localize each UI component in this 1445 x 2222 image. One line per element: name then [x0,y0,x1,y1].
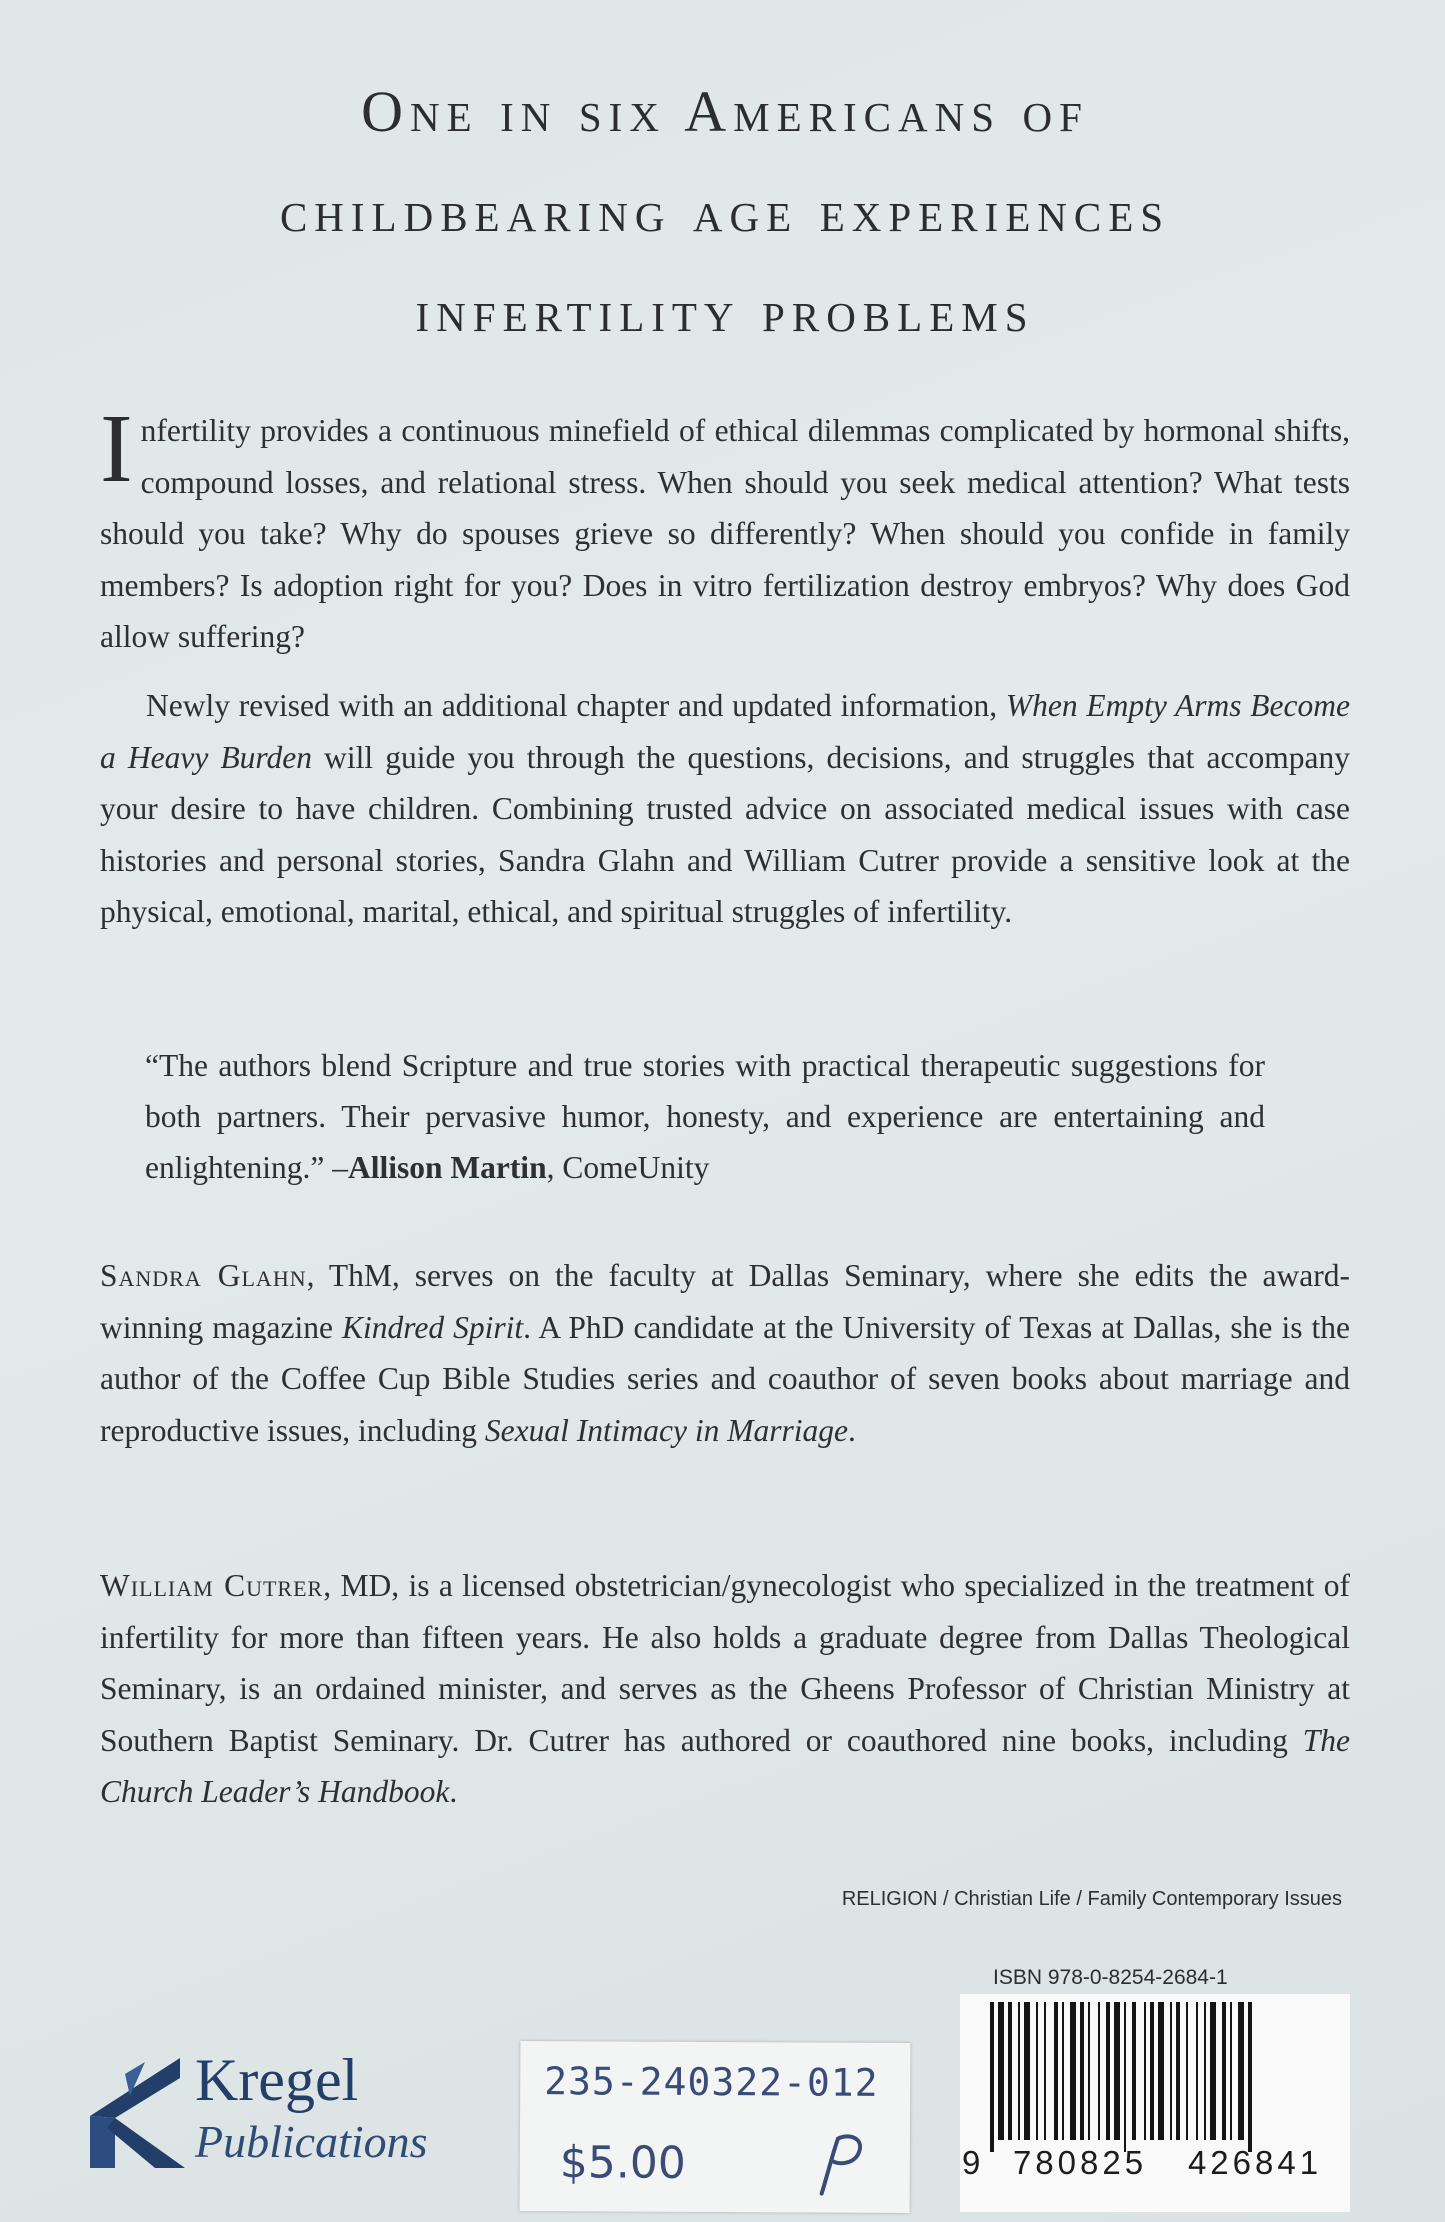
sticker-code: 235-240322-012 [544,2059,879,2105]
barcode-bar [1008,2002,1012,2140]
bio-glahn-text-1: , ThM, serves on the faculty at Dallas Seminary, where she edits the award-winning magazine [100,1258,1350,1345]
author-bio-cutrer [100,1560,1350,1818]
description-after: will guide you through the questions, decisions, and struggles that accompany your desire to have children. Combining trusted advice on associated medical issues with case histories and personal stories, Sandra Glahn and William Cutrer provide a sensitive look at the physical, emotional, marital, ethical, and spiritual struggles of infertility. [100,739,1350,929]
author-name-glahn: Sandra Glahn [100,1258,307,1293]
barcode-bar [1088,2002,1090,2140]
barcode-bar [1054,2002,1058,2140]
headline-line-1: One in six Americans of [361,79,1089,144]
barcode-bar [1132,2002,1136,2140]
headline-line-2: childbearing age experiences [279,179,1171,244]
barcode-bar [1144,2002,1146,2140]
barcode [960,1994,1350,2212]
publisher-subtitle: Publications [195,2116,428,2167]
barcode-bar [1080,2002,1084,2140]
barcode-bar [1238,2002,1244,2140]
intro-text: nfertility provides a continuous minefield of ethical dilemmas complicated by hormonal shifts, compound losses, and relational stress. When should you seek medical attention? What tests should you take? Why do spouses grieve so differently? When should you confide in family members? Is adoption right for you? Does in vitro fertilization destroy embryos? Why does God allow suffering? [100,413,1350,654]
headline [80,62,1370,362]
quote-text: “The authors blend Scripture and true stories with practical therapeutic suggestions for both partners. Their pervasive humor, honesty, and experience are entertaining and enlightening.” – [145,1048,1265,1185]
intro-paragraph [100,395,1350,663]
description-paragraph [100,680,1350,938]
price-sticker [520,2041,911,2213]
barcode-bar [1158,2002,1164,2140]
barcode-bar [1036,2002,1038,2140]
barcode-digits-right: 426841 [1187,2144,1323,2181]
barcode-bar [1106,2002,1110,2140]
barcode-bar [998,2002,1004,2140]
barcode-bar [1070,2002,1076,2140]
barcode-digits [960,2144,1350,2182]
description-before: Newly revised with an additional chapter and updated information, [146,688,1006,723]
review-quote [145,1040,1265,1193]
barcode-bar [1170,2002,1172,2140]
glahn-book-title: Sexual Intimacy in Marriage [484,1412,848,1448]
category-label: RELIGION / Christian Life / Family Contemporary Issues [841,1888,1342,1910]
barcode-bar [1062,2002,1064,2140]
author-name-cutrer: William Cutrer [100,1568,324,1603]
barcode-bar [1124,2002,1126,2152]
barcode-bars [960,1994,1350,2154]
barcode-bar [1248,2002,1252,2152]
reviewer-name: Allison Martin [347,1150,547,1185]
barcode-bar [1018,2002,1020,2140]
author-bio-glahn [100,1250,1350,1456]
barcode-bar [1230,2002,1232,2140]
magazine-title: Kindred Spirit [342,1309,524,1345]
barcode-bar [1024,2002,1030,2140]
barcode-bar [1204,2002,1206,2140]
barcode-bar [1098,2002,1100,2140]
publisher-name: Kregel [195,2047,359,2113]
barcode-digits-left: 780825 [1012,2144,1148,2181]
publisher-logo [85,2048,485,2188]
barcode-bar [1150,2002,1154,2140]
bio-glahn-text-2: . A PhD candidate at the University of Texas at Dallas, she is the author of the Coffee Cup Bible Studies series and coauthor of seven books about marriage and reproductive issues, including [100,1309,1350,1448]
barcode-bar [1114,2002,1120,2140]
barcode-bar [1222,2002,1226,2140]
barcode-bar [990,2002,994,2152]
barcode-digit-first: 9 [962,2144,981,2181]
headline-line-3: infertility problems [415,279,1035,344]
barcode-bar [1186,2002,1188,2140]
bio-cutrer-text-1: , MD, is a licensed obstetrician/gynecologist who specialized in the treatment of infertility for more than fifteen years. He also holds a graduate degree from Dallas Theological Seminary, is an ordained minister, and serves as the Gheens Professor of Christian Ministry at Southern Baptist Seminary. Dr. Cutrer has authored or coauthored nine books, including [100,1568,1350,1758]
barcode-bar [1044,2002,1046,2140]
barcode-bar [1210,2002,1216,2140]
review-source: , ComeUnity [546,1150,710,1185]
barcode-bar [1196,2002,1198,2140]
isbn-label: ISBN 978-0-8254-2684-1 [993,1966,1228,1989]
kregel-k-logo-icon [85,2056,190,2174]
sticker-price: $5.00 [559,2137,686,2189]
drop-cap: I [100,395,133,503]
bio-cutrer-text-2: . [449,1774,458,1809]
cutrer-book-title: The Church Leader’s Handbook [100,1722,1350,1809]
book-title: When Empty Arms Become a Heavy Burden [100,688,1350,775]
handwritten-mark-icon [812,2129,872,2199]
bio-glahn-text-3: . [847,1412,856,1448]
barcode-bar [1176,2002,1180,2140]
